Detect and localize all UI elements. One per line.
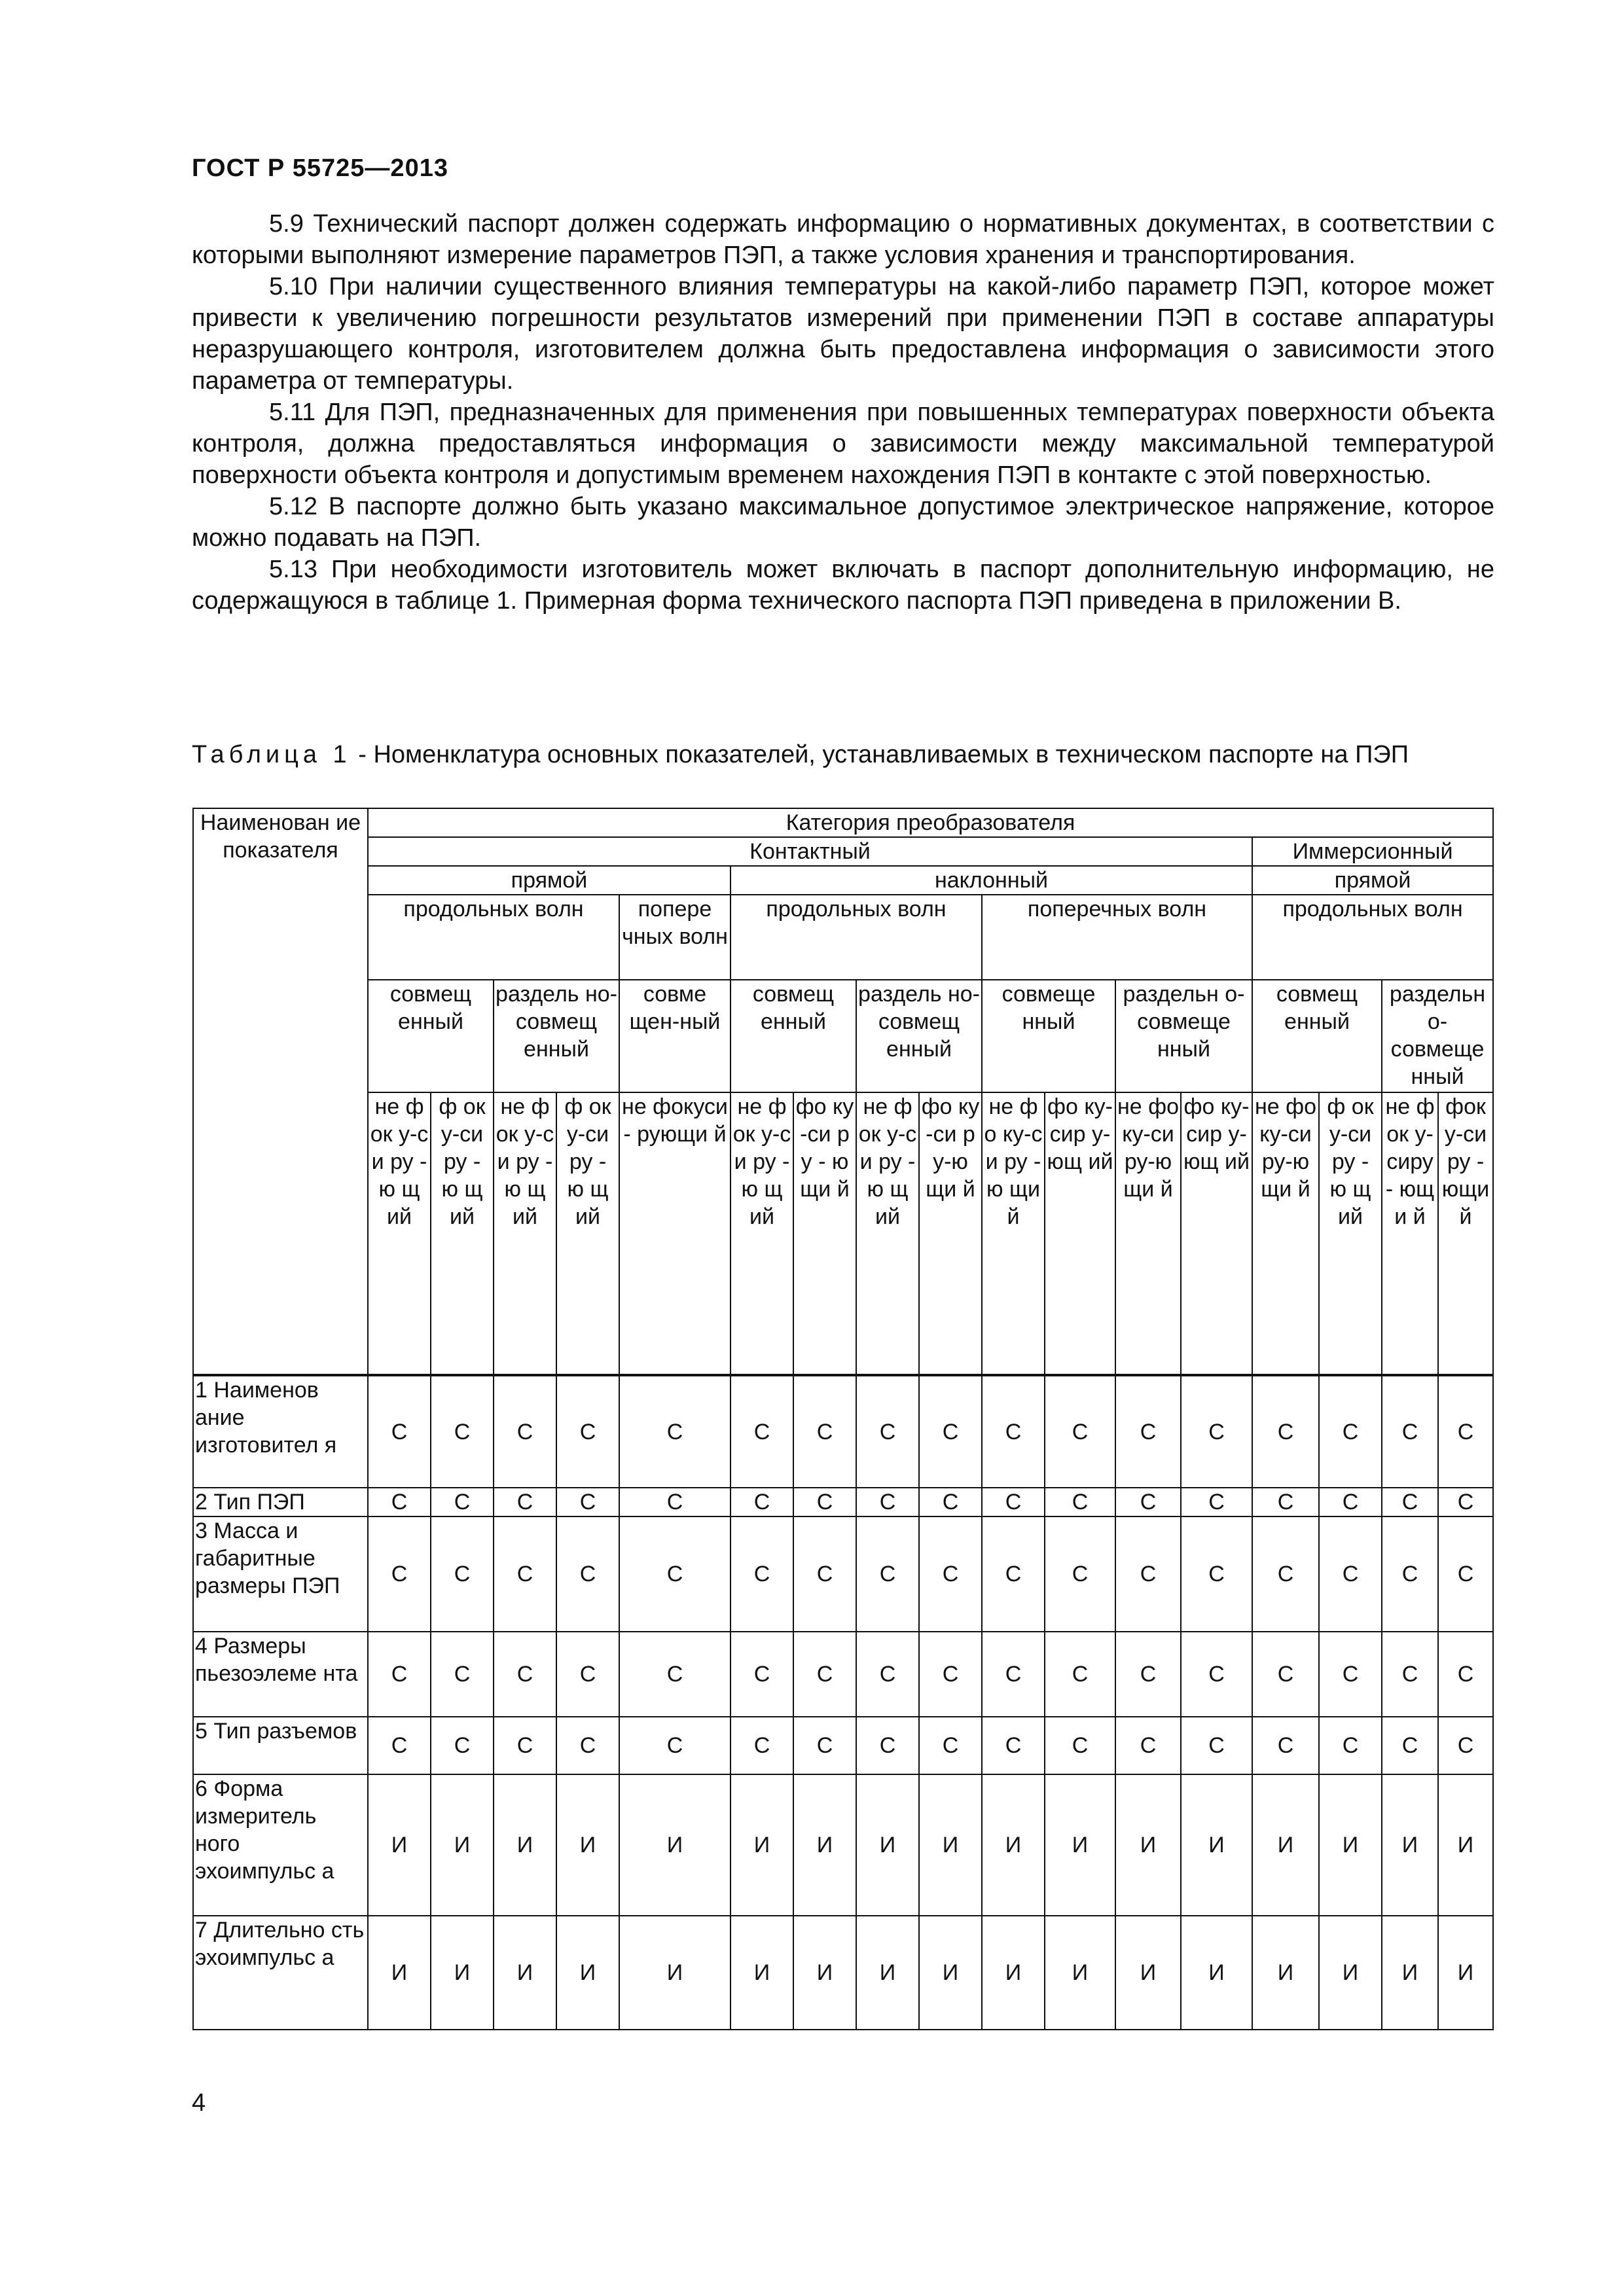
row-value-cell: С (1045, 1717, 1115, 1774)
row-value-cell: С (919, 1375, 982, 1488)
row-value-cell: И (494, 1774, 556, 1916)
row-value-cell: С (1438, 1375, 1493, 1488)
row-value-cell: С (431, 1488, 494, 1516)
row-value-cell: С (368, 1488, 431, 1516)
row-value-cell: С (919, 1516, 982, 1632)
row-value-cell: С (556, 1488, 619, 1516)
row-value-cell: И (1115, 1916, 1181, 2030)
table-row (193, 1375, 1493, 1488)
paragraph-5-13: 5.13 При необходимости изготовитель может включать в паспорт дополнительную информацию, не содержащуюся в таблице 1. Примерная форма технического паспорта ПЭП приведена в приложении В. (192, 556, 1494, 615)
row-value-cell: С (556, 1717, 619, 1774)
header-separate-3: раздельн о-совмеще нный (1115, 980, 1252, 1092)
header-separate-4: раздельн о-совмеще нный (1382, 980, 1493, 1092)
row-value-cell: С (431, 1717, 494, 1774)
row-value-cell: С (494, 1488, 556, 1516)
row-value-cell: И (1045, 1774, 1115, 1916)
row-value-cell: С (1252, 1717, 1319, 1774)
row-value-cell: С (1181, 1375, 1252, 1488)
row-parameter-name: 2 Тип ПЭП (193, 1488, 368, 1516)
row-value-cell: И (982, 1916, 1045, 2030)
row-value-cell: С (919, 1717, 982, 1774)
row-value-cell: С (1438, 1717, 1493, 1774)
row-value-cell: И (431, 1774, 494, 1916)
row-value-cell: И (731, 1916, 793, 2030)
row-value-cell: С (619, 1488, 731, 1516)
row-value-cell: С (1382, 1632, 1438, 1717)
row-value-cell: С (494, 1717, 556, 1774)
row-value-cell: И (1319, 1916, 1382, 2030)
header-contact: Контактный (368, 837, 1252, 866)
row-value-cell: С (494, 1632, 556, 1717)
header-combined-4: совмещ енный (1252, 980, 1382, 1092)
table-row (193, 1717, 1493, 1774)
row-value-cell: С (619, 1632, 731, 1717)
row-value-cell: С (431, 1516, 494, 1632)
row-value-cell: С (1181, 1717, 1252, 1774)
header-focus-cell: ф ок у-си ру - ю щ ий (431, 1092, 494, 1375)
table-row (193, 1916, 1493, 2030)
row-value-cell: С (919, 1632, 982, 1717)
header-combined-2: совмещ енный (731, 980, 856, 1092)
row-parameter-name: 1 Наименов ание изготовител я (193, 1375, 368, 1488)
header-transverse-1: попере чных волн (619, 895, 731, 980)
row-value-cell: С (793, 1632, 856, 1717)
paragraph-5-10: 5.10 При наличии существенного влияния температуры на какой-либо параметр ПЭП, которое может привести к увеличению погрешности результатов измерений при применении ПЭП в составе аппаратуры неразрушающего контроля, изготовителем должна быть предоставлена информация о зависимости этого параметра от температуры. (192, 273, 1494, 395)
header-inclined: наклонный (731, 866, 1252, 895)
header-focus-cell: не ф ок у-си ру - ю щ ий (856, 1092, 919, 1375)
body-text (192, 208, 1494, 617)
row-value-cell: И (556, 1916, 619, 2030)
row-value-cell: И (556, 1774, 619, 1916)
header-focus-cell: ф ок у-си ру - ю щ ий (556, 1092, 619, 1375)
page-number: 4 (192, 2089, 206, 2117)
row-value-cell: С (1319, 1375, 1382, 1488)
row-value-cell: С (982, 1632, 1045, 1717)
paragraph-5-12: 5.12 В паспорте должно быть указано максимальное допустимое электрическое напряжение, которое можно подавать на ПЭП. (192, 493, 1494, 552)
row-value-cell: С (856, 1717, 919, 1774)
row-value-cell: С (1382, 1717, 1438, 1774)
row-value-cell: С (793, 1717, 856, 1774)
row-value-cell: И (1438, 1916, 1493, 2030)
header-focus-cell: фо ку-си ру-ю щи й (919, 1092, 982, 1375)
row-value-cell: И (856, 1916, 919, 2030)
row-value-cell: С (982, 1375, 1045, 1488)
row-value-cell: И (619, 1916, 731, 2030)
row-value-cell: И (1181, 1916, 1252, 2030)
row-value-cell: И (856, 1774, 919, 1916)
row-parameter-name: 5 Тип разъемов (193, 1717, 368, 1774)
row-value-cell: И (1252, 1774, 1319, 1916)
row-value-cell: И (1115, 1774, 1181, 1916)
row-value-cell: С (731, 1717, 793, 1774)
row-value-cell: С (1252, 1375, 1319, 1488)
row-parameter-name: 6 Форма измеритель ного эхоимпульс а (193, 1774, 368, 1916)
row-value-cell: С (368, 1375, 431, 1488)
row-value-cell: И (919, 1774, 982, 1916)
header-direct: прямой (368, 866, 731, 895)
row-value-cell: С (1438, 1488, 1493, 1516)
row-value-cell: С (856, 1516, 919, 1632)
row-value-cell: С (793, 1516, 856, 1632)
row-value-cell: С (1252, 1516, 1319, 1632)
header-focus-cell: не фок у-сиру - ющи й (1382, 1092, 1438, 1375)
row-value-cell: С (619, 1516, 731, 1632)
table-caption-label: Таблица 1 (192, 741, 352, 768)
row-value-cell: С (1382, 1516, 1438, 1632)
row-value-cell: С (1115, 1717, 1181, 1774)
row-value-cell: С (1045, 1375, 1115, 1488)
header-immersion: Иммерсионный (1252, 837, 1493, 866)
row-value-cell: И (368, 1916, 431, 2030)
row-value-cell: С (431, 1632, 494, 1717)
document-code: ГОСТ Р 55725—2013 (192, 154, 448, 182)
row-value-cell: С (556, 1516, 619, 1632)
row-value-cell: С (856, 1488, 919, 1516)
row-value-cell: И (793, 1916, 856, 2030)
header-focus-cell: не фо ку-си ру - ю щи й (982, 1092, 1045, 1375)
row-value-cell: С (619, 1717, 731, 1774)
row-value-cell: И (793, 1774, 856, 1916)
row-value-cell: С (1115, 1488, 1181, 1516)
table-row (193, 1516, 1493, 1632)
header-focus-cell: не фокуси - рующи й (619, 1092, 731, 1375)
row-value-cell: С (731, 1516, 793, 1632)
row-value-cell: С (368, 1632, 431, 1717)
header-category: Категория преобразователя (368, 808, 1493, 837)
row-value-cell: И (731, 1774, 793, 1916)
row-value-cell: С (1252, 1632, 1319, 1717)
row-value-cell: С (1252, 1488, 1319, 1516)
row-value-cell: И (619, 1774, 731, 1916)
table-row (193, 1488, 1493, 1516)
row-value-cell: С (856, 1375, 919, 1488)
row-value-cell: И (431, 1916, 494, 2030)
row-value-cell: С (1319, 1632, 1382, 1717)
row-value-cell: С (1438, 1516, 1493, 1632)
header-focus-cell: не ф ок у-си ру - ю щ ий (368, 1092, 431, 1375)
header-separate-1: раздель но-совмещ енный (494, 980, 619, 1092)
row-value-cell: С (368, 1516, 431, 1632)
header-longitudinal-1: продольных волн (368, 895, 619, 980)
row-value-cell: С (731, 1488, 793, 1516)
table-caption-text: - Номенклатура основных показателей, устанавливаемых в техническом паспорте на ПЭП (351, 741, 1409, 768)
table-row (193, 1632, 1493, 1717)
row-value-cell: И (982, 1774, 1045, 1916)
row-value-cell: И (1382, 1774, 1438, 1916)
row-value-cell: С (1382, 1375, 1438, 1488)
row-value-cell: С (1319, 1516, 1382, 1632)
header-combined-t1: совме щен-ный (619, 980, 731, 1092)
table-body (193, 1375, 1493, 2030)
header-longitudinal-2: продольных волн (731, 895, 982, 980)
paragraph-5-9: 5.9 Технический паспорт должен содержать информацию о нормативных документах, в соответствии с которыми выполняют измерение параметров ПЭП, а также условия хранения и транспортирования. (192, 210, 1494, 269)
paragraph-5-11: 5.11 Для ПЭП, предназначенных для применения при повышенных температурах поверхности объекта контроля, должна предоставляться информация о зависимости между максимальной температурой поверхности объекта контроля и допустимым временем нахождения ПЭП в контакте с этой поверхностью. (192, 399, 1494, 489)
row-value-cell: С (1438, 1632, 1493, 1717)
row-value-cell: С (1181, 1488, 1252, 1516)
row-value-cell: И (494, 1916, 556, 2030)
row-value-cell: И (368, 1774, 431, 1916)
row-value-cell: С (793, 1488, 856, 1516)
row-value-cell: И (1181, 1774, 1252, 1916)
row-value-cell: С (856, 1632, 919, 1717)
header-focus-cell: не ф ок у-си ру - ю щ ий (731, 1092, 793, 1375)
row-parameter-name: 3 Масса и габаритные размеры ПЭП (193, 1516, 368, 1632)
row-value-cell: С (1045, 1632, 1115, 1717)
row-value-cell: И (919, 1916, 982, 2030)
table-row (193, 1774, 1493, 1916)
header-focus-cell: ф ок у-си ру - ю щ ий (1319, 1092, 1382, 1375)
row-value-cell: И (1045, 1916, 1115, 2030)
header-focus-cell: фо ку-сир у-ющ ий (1181, 1092, 1252, 1375)
row-value-cell: С (731, 1375, 793, 1488)
row-value-cell: С (1115, 1516, 1181, 1632)
row-value-cell: С (556, 1375, 619, 1488)
header-focus-cell: не ф ок у-си ру - ю щ ий (494, 1092, 556, 1375)
row-value-cell: С (1115, 1632, 1181, 1717)
row-value-cell: И (1438, 1774, 1493, 1916)
row-value-cell: И (1319, 1774, 1382, 1916)
row-value-cell: С (982, 1717, 1045, 1774)
table-caption (192, 740, 1494, 770)
row-parameter-name: 4 Размеры пьезоэлеме нта (193, 1632, 368, 1717)
header-combined-1: совмещ енный (368, 980, 494, 1092)
row-value-cell: С (494, 1516, 556, 1632)
row-value-cell: С (1181, 1632, 1252, 1717)
row-parameter-name: 7 Длительно сть эхоимпульс а (193, 1916, 368, 2030)
header-focus-cell: не фо ку-си ру-ю щи й (1252, 1092, 1319, 1375)
row-value-cell: С (1382, 1488, 1438, 1516)
row-value-cell: С (1319, 1717, 1382, 1774)
row-value-cell: С (982, 1488, 1045, 1516)
row-value-cell: С (731, 1632, 793, 1717)
header-direct-immersion: прямой (1252, 866, 1493, 895)
row-value-cell: С (431, 1375, 494, 1488)
row-value-cell: С (919, 1488, 982, 1516)
row-value-cell: С (556, 1632, 619, 1717)
header-separate-2: раздель но-совмещ енный (856, 980, 982, 1092)
row-value-cell: С (982, 1516, 1045, 1632)
header-focus-cell: фок у-сиру - ющи й (1438, 1092, 1493, 1375)
row-value-cell: С (1045, 1516, 1115, 1632)
nomenclature-table (192, 808, 1494, 2030)
row-value-cell: С (619, 1375, 731, 1488)
header-focus-cell: фо ку-сир у-ющ ий (1045, 1092, 1115, 1375)
header-focus-cell: не фо ку-си ру-ю щи й (1115, 1092, 1181, 1375)
row-value-cell: И (1382, 1916, 1438, 2030)
header-transverse-2: поперечных волн (982, 895, 1252, 980)
header-longitudinal-3: продольных волн (1252, 895, 1493, 980)
row-value-cell: И (1252, 1916, 1319, 2030)
row-value-cell: С (1045, 1488, 1115, 1516)
row-value-cell: С (793, 1375, 856, 1488)
row-value-cell: С (1115, 1375, 1181, 1488)
header-parameter-name: Наименован ие показателя (193, 808, 368, 1375)
row-value-cell: С (1181, 1516, 1252, 1632)
header-focus-cell: фо ку-си ру - ю щи й (793, 1092, 856, 1375)
row-value-cell: С (1319, 1488, 1382, 1516)
row-value-cell: С (368, 1717, 431, 1774)
row-value-cell: С (494, 1375, 556, 1488)
header-combined-3: совмеще нный (982, 980, 1115, 1092)
